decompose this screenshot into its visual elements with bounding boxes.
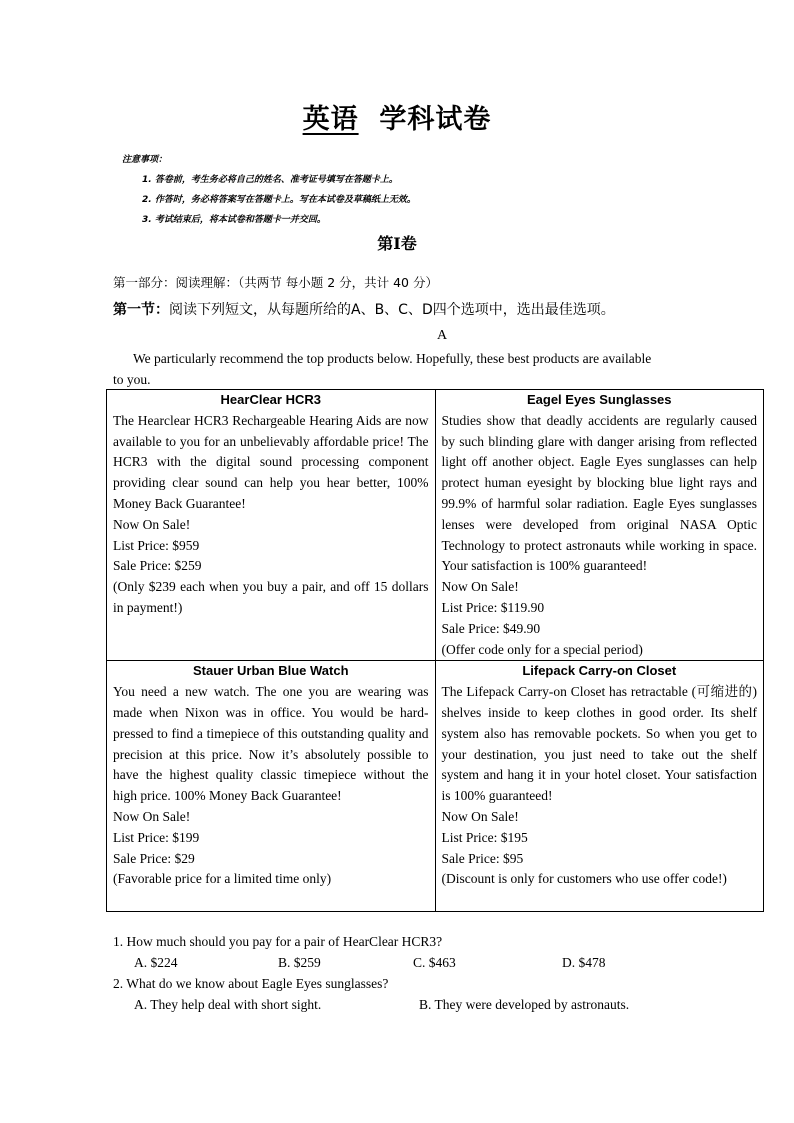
product-name: Stauer Urban Blue Watch (192, 663, 349, 679)
product-cell (435, 390, 764, 661)
note-item: 1. 答卷前，考生务必将自己的姓名、准考证号填写在答题卡上。 (142, 175, 398, 185)
product-list-price: List Price: $195 (441, 829, 528, 845)
product-cell (435, 661, 764, 912)
product-sale-price: Sale Price: $29 (113, 850, 195, 866)
intro-line: to you. (113, 372, 151, 387)
section-instructions (113, 299, 615, 319)
product-sale: Now On Sale! (113, 808, 191, 824)
product-sale-price: Sale Price: $259 (113, 558, 202, 574)
product-sale: Now On Sale! (441, 808, 519, 824)
question-stem: 2. What do we know about Eagle Eyes sunglasses? (113, 976, 389, 991)
volume-heading: 第I卷 (377, 234, 417, 253)
product-note: (Only $239 each when you buy a pair, and off 15 dollars in payment!) (113, 579, 429, 615)
product-list-price: List Price: $119.90 (441, 599, 545, 615)
product-sale: Now On Sale! (113, 516, 191, 532)
product-name: Eagel Eyes Sunglasses (526, 392, 672, 407)
note-item: 2. 作答时，务必将答案写在答题卡上。写在本试卷及草稿纸上无效。 (142, 195, 416, 205)
notes-block (122, 150, 416, 230)
part-heading: 第一部分：阅读理解：（共两节 每小题 2 分，共计 40 分） (113, 275, 438, 290)
passage-letter: A (436, 328, 448, 343)
question-option: B. $259 (278, 955, 321, 970)
product-sale: Now On Sale! (441, 579, 519, 595)
title-rest: 学科试卷 (379, 104, 492, 135)
product-list-price: List Price: $959 (113, 537, 200, 553)
section-label: 第一节： (113, 302, 169, 318)
product-description: The Lifepack Carry-on Closet has retractable (可缩进的) shelves inside to keep clothes in good order. Its shelf system also has removable pockets. So when you get to your destination, you just need to take out the shelf system and hang it in your hotel closet. Your satisfaction is 100% guaranteed! (441, 684, 757, 804)
product-description: The Hearclear HCR3 Rechargeable Hearing Aids are now available to you for an unbelievably affordable price! The HCR3 with the digital sound processing component providing clear sound can help you hear better, 100% Money Back Guarantee! (113, 412, 429, 511)
products-table (106, 389, 764, 912)
question-option: A. $224 (134, 955, 178, 970)
page-title (0, 97, 794, 136)
question-option: D. $478 (562, 955, 606, 970)
question-option: C. $463 (413, 955, 456, 970)
title-subject: 英语 (302, 104, 359, 135)
product-note: (Favorable price for a limited time only) (113, 871, 332, 887)
product-sale-price: Sale Price: $49.90 (441, 620, 541, 636)
product-description: Studies show that deadly accidents are regularly caused by such blinding glare with danger arising from reflected light off another object. Eagle Eyes sunglasses can help protect human eyesight by blocking blue light rays and 99.9% of harmful solar radiation. Eagle Eyes sunglasses lenses were developed from original NASA Optic Technology to protect astronauts while working in space. Your satisfaction is 100% guaranteed! (441, 412, 757, 574)
product-note: (Offer code only for a special period) (441, 641, 643, 657)
section-text: 阅读下列短文，从每题所给的A、B、C、D四个选项中，选出最佳选项。 (169, 302, 615, 318)
question-option: A. They help deal with short sight. (134, 997, 322, 1012)
passage-intro (113, 348, 693, 390)
product-cell (107, 661, 436, 912)
product-description: You need a new watch. The one you are wearing was made when Nixon was in office. You would be hard-pressed to find a timepiece of this outstanding quality and precision at this price. Now it’s absolutely possible to have the highest quality classic timepiece without the high price. 100% Money Back Guarantee! (113, 684, 429, 804)
product-list-price: List Price: $199 (113, 829, 200, 845)
product-sale-price: Sale Price: $95 (441, 850, 524, 866)
intro-line: We particularly recommend the top products below. Hopefully, these best products are available (133, 351, 652, 366)
note-item: 3. 考试结束后，将本试卷和答题卡一并交回。 (142, 215, 326, 225)
product-name: Lifepack Carry-on Closet (522, 663, 677, 679)
product-cell (107, 390, 436, 661)
question-option: B. They were developed by astronauts. (419, 997, 630, 1012)
question-stem: 1. How much should you pay for a pair of HearClear HCR3? (113, 934, 443, 949)
product-note: (Discount is only for customers who use offer code!) (441, 871, 727, 887)
product-name: HearClear HCR3 (220, 392, 321, 407)
notes-heading: 注意事项： (122, 155, 168, 165)
